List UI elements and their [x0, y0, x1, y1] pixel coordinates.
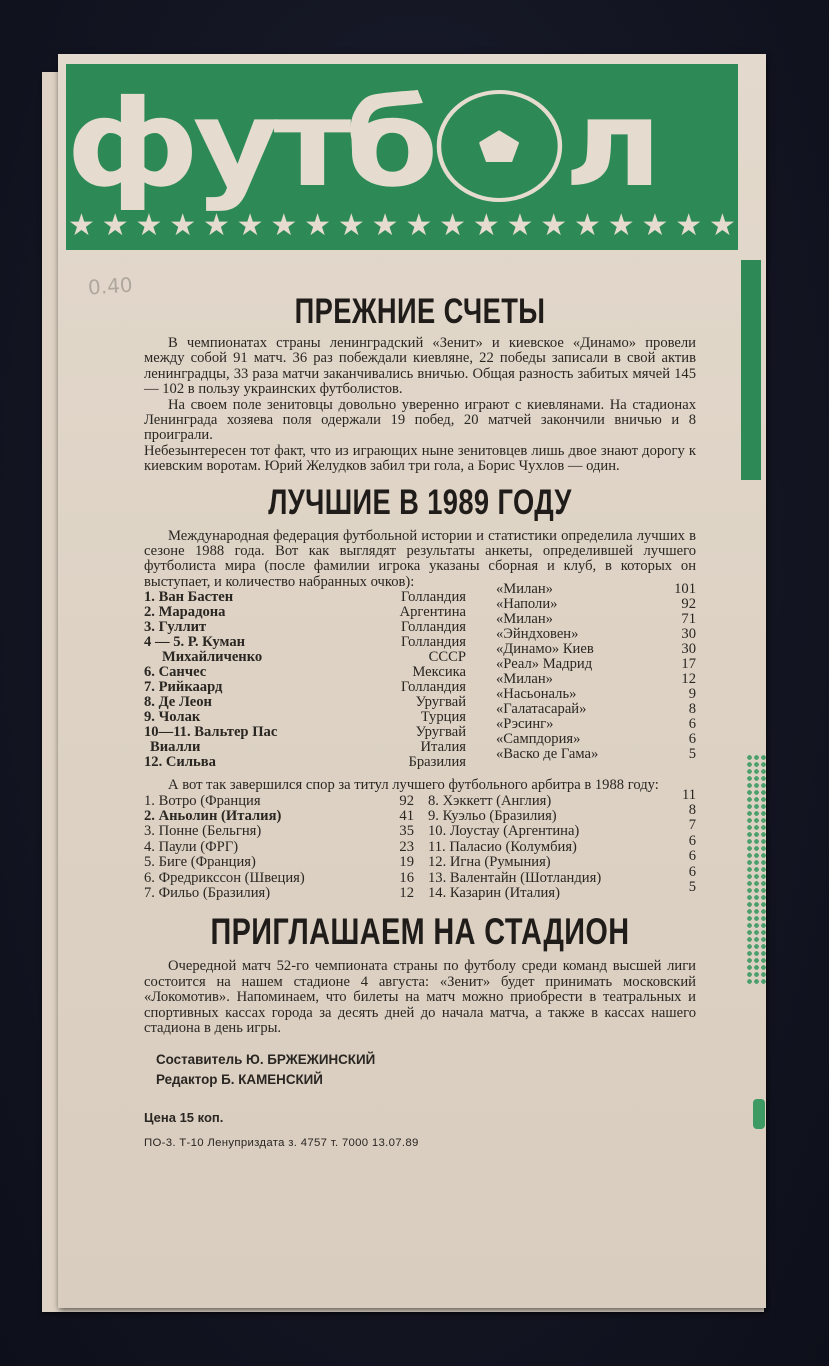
player-club: «Наполи» [496, 596, 558, 613]
player-name: 1. Ван Бастен [144, 589, 234, 606]
player-country: Турция [420, 709, 466, 726]
paragraph: А вот так завершился спор за титул лучшего футбольного арбитра в 1988 году: [168, 777, 659, 794]
referee-name: 13. Валентайн (Шотландия) [428, 869, 602, 886]
section-heading-stadium-invite: ПРИГЛАШАЕМ НА СТАДИОН [210, 911, 630, 953]
star-icon: ★ [169, 208, 197, 243]
masthead-banner [66, 64, 738, 250]
player-points: 6 [688, 731, 696, 748]
page-content [144, 290, 696, 1151]
compiler-credit: Составитель Ю. БРЖЕЖИНСКИЙ [156, 1052, 376, 1068]
star-icon: ★ [574, 208, 601, 243]
star-icon: ★ [607, 208, 635, 243]
referee-points: 35 [399, 823, 414, 840]
referee-name: 2. Аньолин (Италия) [144, 808, 282, 825]
player-points: 30 [681, 641, 696, 658]
referee-name: 5. Биге (Франция) [144, 854, 256, 871]
player-name: 10—11. Вальтер Пас [144, 724, 278, 741]
paragraph: Небезынтересен тот факт, что из играющих ныне зенитовцев лишь двое знают дорогу к киевским воротам. Юрий Желудков забил три гола, а Борис Чухлов — один. [144, 442, 696, 475]
green-mark [753, 1099, 765, 1129]
referee-points: 8 [688, 802, 696, 819]
player-country: Голландия [400, 679, 466, 696]
star-icon: ★ [708, 208, 736, 243]
referee-name: 14. Казарин (Италия) [428, 885, 560, 902]
player-club: «Сампдория» [496, 731, 581, 748]
referee-points: 6 [688, 863, 696, 880]
player-club: «Рэсинг» [496, 716, 554, 733]
referee-row [144, 794, 414, 809]
referee-name: 4. Паули (ФРГ) [144, 838, 239, 855]
referee-row [144, 886, 414, 901]
referee-points: 19 [399, 854, 414, 871]
referee-name: 6. Фредрикссон (Швеция) [144, 869, 305, 886]
referee-column-right [414, 786, 696, 902]
star-icon: ★ [506, 208, 534, 243]
star-icon: ★ [202, 208, 230, 243]
player-points: 101 [674, 581, 696, 598]
player-country: Мексика [412, 664, 466, 681]
player-country: СССР [428, 649, 466, 666]
soccer-ball-icon [436, 90, 561, 202]
referee-name: 3. Понне (Бельгня) [144, 823, 262, 840]
printer-imprint: ПО-3. Т-10 Ленуприздата з. 4757 т. 7000 13.07.89 [144, 1136, 419, 1149]
referee-points: 16 [399, 869, 414, 886]
masthead-logo [66, 75, 819, 214]
star-icon: ★ [540, 208, 568, 243]
player-points: 6 [688, 716, 696, 733]
editor-credit: Редактор Б. КАМЕНСКИЙ [156, 1072, 323, 1088]
referee-row [144, 871, 414, 886]
section-heading-previous-scores: ПРЕЖНИЕ СЧЕТЫ [294, 292, 546, 331]
star-icon: ★ [641, 208, 669, 243]
player-name: 2. Марадона [144, 604, 226, 621]
player-points: 92 [681, 596, 696, 613]
referee-name: 11. Паласио (Колумбия) [428, 838, 577, 855]
player-club: «Реал» Мадрид [496, 656, 593, 673]
player-country: Аргентина [399, 604, 466, 621]
paragraph: Международная федерация футбольной истории и статистики определила лучших в сезоне 1988 года. Вот как выглядят результаты анкеты, определившей лучшего футболиста мира (после фамилии игрока указаны сборная и клуб, в которых он выступает, и количество набранных очков): [144, 527, 696, 590]
player-points: 5 [688, 746, 696, 763]
player-name: 8. Де Леон [144, 694, 212, 711]
player-points: 8 [688, 701, 696, 718]
player-club: «Милан» [496, 671, 553, 688]
program-page [58, 54, 766, 1308]
player-points: 17 [681, 656, 696, 673]
star-icon: ★ [337, 208, 365, 243]
player-points: 9 [688, 686, 696, 703]
referee-points: 41 [399, 808, 414, 825]
paragraph: В чемпионатах страны ленинградский «Зенит» и киевское «Динамо» провели между собой 91 матч. 36 раз побеждали киевляне, 22 победы записали в свой актив ленинградцы, 33 раза матчи заканчивались вничью. Общая разность забитых мячей 145 — 102 в пользу украинских футболистов. [144, 335, 696, 398]
section-heading-best-of-year: ЛУЧШИЕ В 1989 ГОДУ [268, 482, 572, 522]
halftone-pattern [746, 754, 766, 984]
star-icon: ★ [68, 208, 95, 243]
player-club: «Динамо» Киев [496, 641, 594, 658]
player-country: Италия [420, 739, 466, 756]
referee-name: 9. Куэльо (Бразилия) [428, 808, 557, 825]
player-club: «Милан» [496, 581, 553, 598]
star-icon: ★ [101, 208, 129, 243]
star-icon: ★ [304, 208, 332, 243]
referee-ranking-list [144, 786, 696, 902]
star-icon: ★ [135, 208, 163, 243]
player-name: 3. Гуллит [144, 619, 207, 636]
player-club: «Эйндховен» [496, 626, 579, 643]
price-label: Цена 15 коп. [144, 1110, 224, 1126]
green-edge-strip [741, 260, 761, 480]
logo-text-3: л [563, 75, 656, 214]
referee-row [428, 879, 696, 902]
referee-points: 11 [681, 786, 696, 803]
player-club: «Галатасарай» [496, 701, 587, 718]
referee-column-left [144, 794, 414, 902]
player-points: 12 [681, 671, 696, 688]
player-country: Бразилия [408, 754, 466, 771]
star-icon: ★ [675, 208, 703, 243]
player-name: 4 — 5. Р. Куман [144, 634, 246, 651]
referee-row [144, 855, 414, 870]
player-name: 12. Сильва [144, 754, 216, 771]
pencil-price-note: 0.40 [87, 272, 134, 300]
referee-row [144, 809, 414, 824]
referee-points: 12 [399, 885, 414, 902]
star-icon: ★ [439, 208, 466, 243]
referee-points: 92 [399, 792, 414, 809]
referee-name: 7. Фильо (Бразилия) [144, 885, 271, 902]
player-name: 7. Рийкаард [144, 679, 223, 696]
logo-text-2: б [344, 75, 432, 214]
star-icon: ★ [236, 208, 264, 243]
credits-block [144, 1050, 696, 1090]
logo-text-1: фут [66, 75, 345, 214]
player-club: «Васко де Гама» [496, 746, 599, 763]
referee-points: 7 [688, 817, 696, 834]
referee-row [144, 824, 414, 839]
referee-points: 6 [688, 832, 696, 849]
referee-name: 8. Хэккетт (Англия) [428, 792, 552, 809]
player-name: 6. Санчес [144, 664, 207, 681]
player-country: Уругвай [415, 724, 466, 741]
referee-row [144, 840, 414, 855]
star-icon: ★ [371, 208, 399, 243]
player-country: Уругвай [415, 694, 466, 711]
player-points: 30 [681, 626, 696, 643]
player-club: «Милан» [496, 611, 553, 628]
player-country: Голландия [400, 619, 466, 636]
star-row [68, 208, 736, 244]
paragraph: На своем поле зенитовцы довольно уверенно играют с киевлянами. На стадионах Ленинграда хозяева поля одержали 19 побед, 20 матчей закончили вничью и 8 проиграли. [144, 396, 696, 444]
player-club: «Насьональ» [496, 686, 577, 703]
player-name: Виалли [150, 739, 201, 756]
player-name: 9. Чолак [144, 709, 201, 726]
referee-name: 12. Игна (Румыния) [428, 854, 551, 871]
player-ranking-list [144, 581, 696, 771]
star-icon: ★ [270, 208, 298, 243]
player-points: 71 [681, 611, 696, 628]
player-name: Михайличенко [162, 649, 263, 666]
star-icon: ★ [472, 208, 500, 243]
referee-name: 1. Вотро (Франция [144, 792, 261, 809]
player-country: Голландия [400, 634, 466, 651]
referee-points: 6 [688, 848, 696, 865]
referee-points: 5 [688, 879, 696, 896]
star-icon: ★ [405, 208, 433, 243]
player-country: Голландия [400, 589, 466, 606]
referee-points: 23 [399, 838, 414, 855]
paragraph: Очередной матч 52-го чемпионата страны по футболу среди команд высшей лиги состоится на нашем стадионе 4 августа: «Зенит» будет принимать московский «Локомотив». Напоминаем, что билеты на матч можно приобрести в театральных и спортивных кассах города за десять дней до начала матча, а также в кассах нашего стадиона в день игры. [144, 958, 696, 1037]
referee-name: 10. Лоустау (Аргентина) [428, 823, 580, 840]
